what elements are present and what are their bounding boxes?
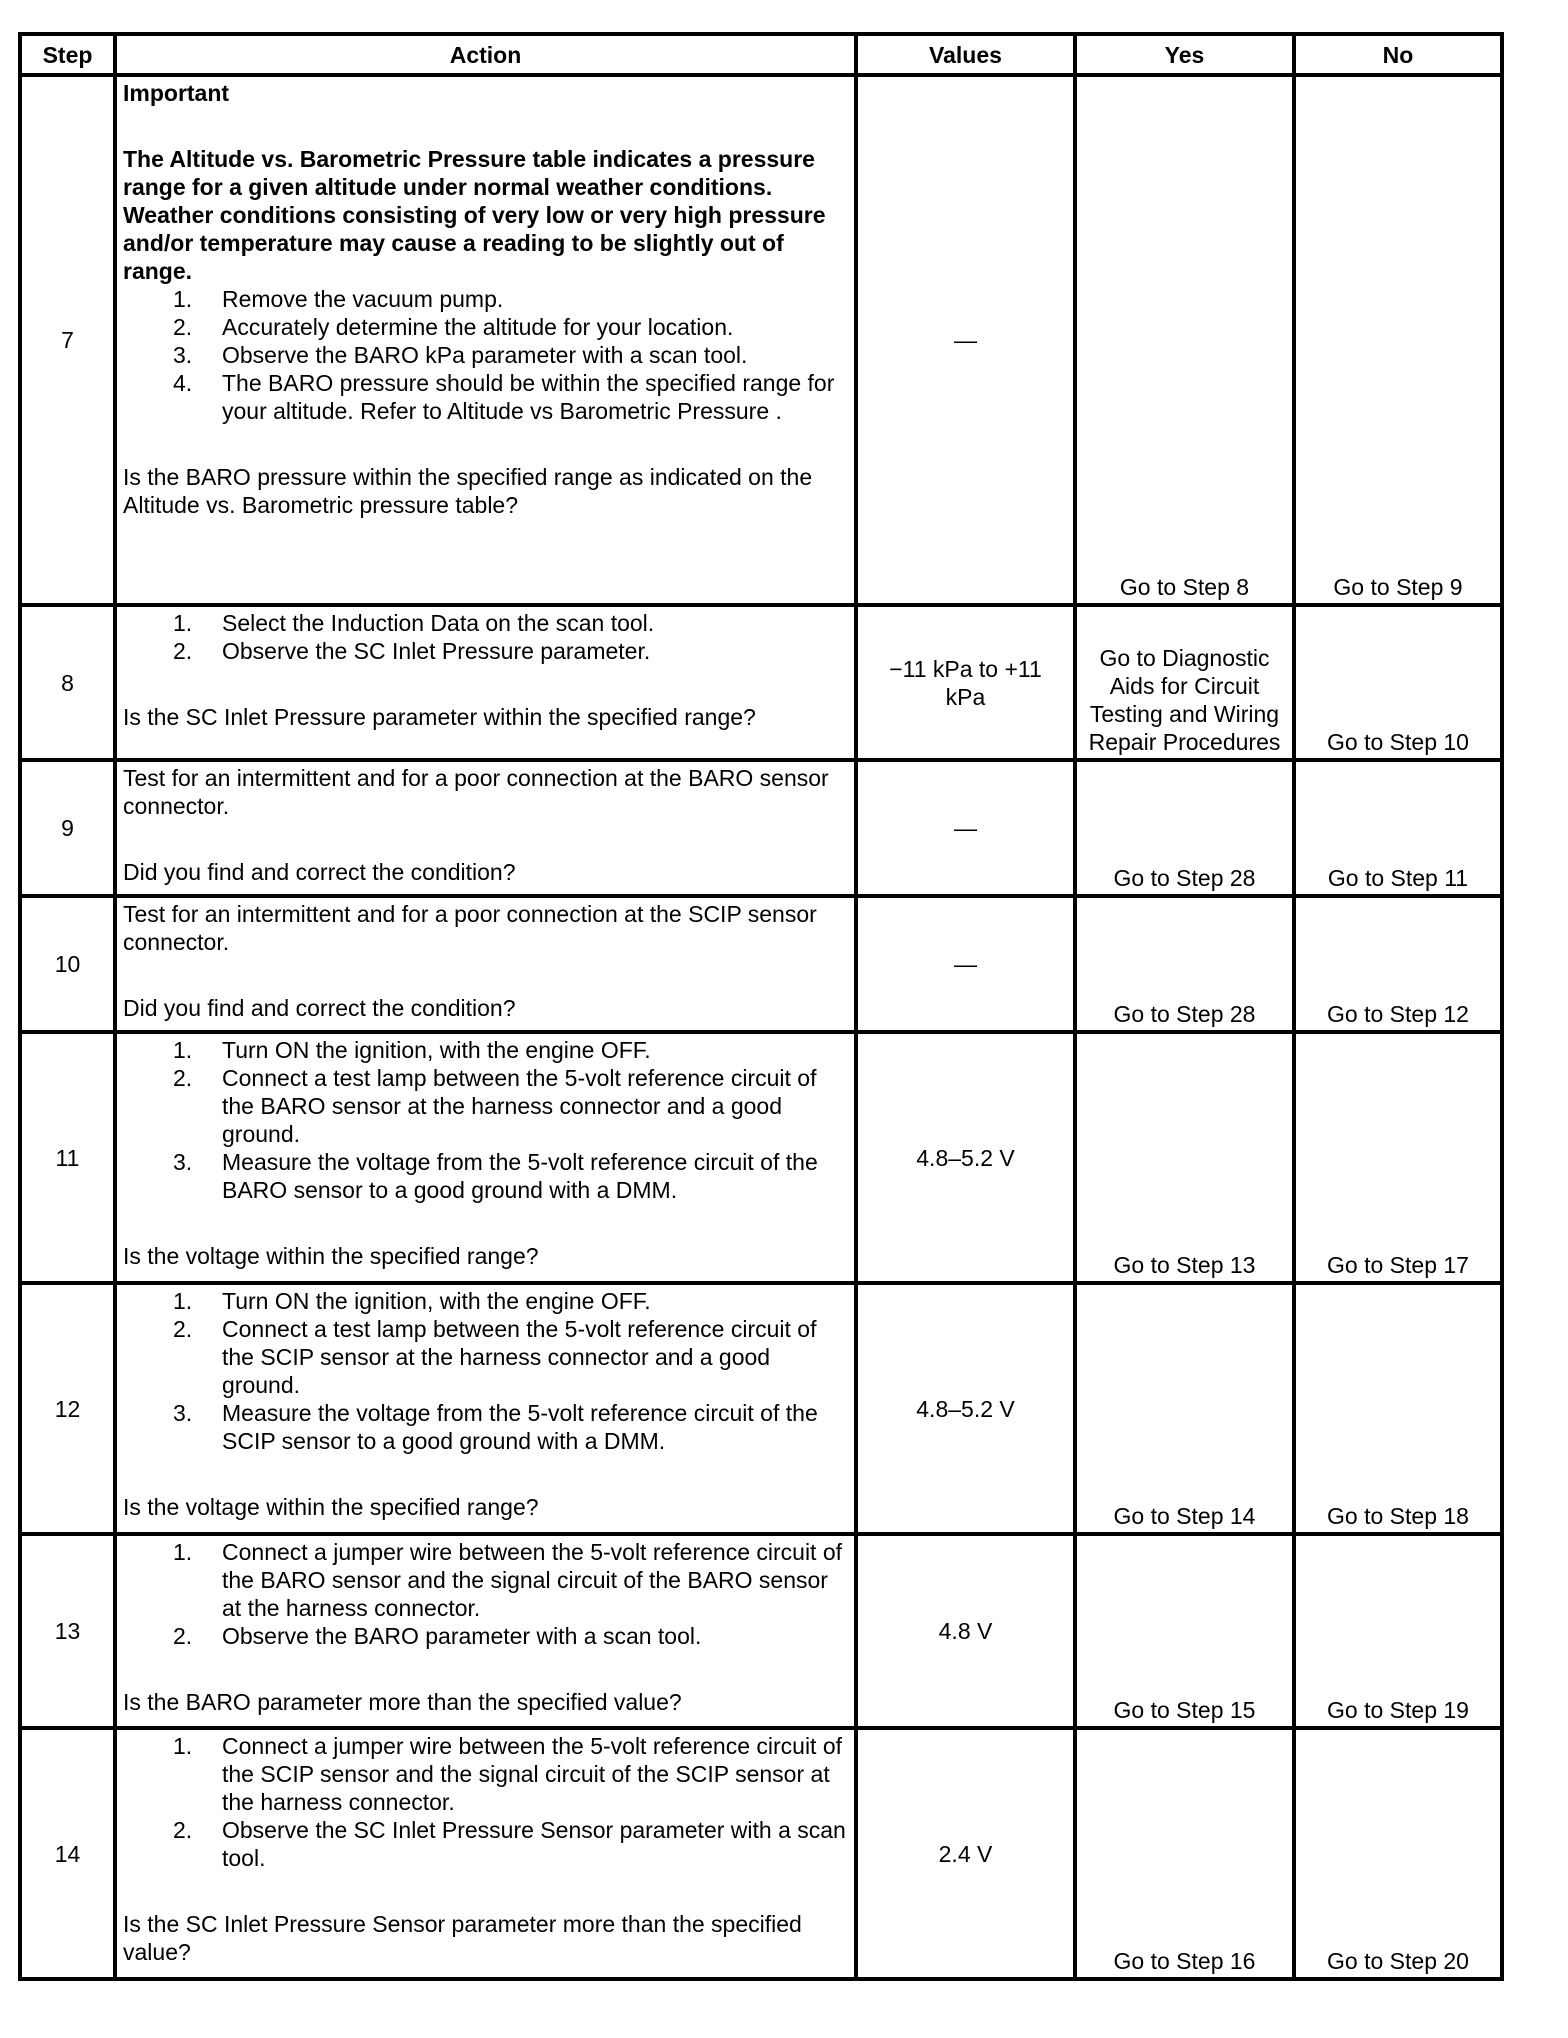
no-cell: Go to Step 12 (1294, 896, 1502, 1032)
action-cell (115, 605, 856, 760)
no-cell: Go to Step 19 (1294, 1534, 1502, 1728)
list-item: 2. Observe the SC Inlet Pressure Sensor parameter with a scan tool. (173, 1817, 846, 1871)
no-cell: Go to Step 11 (1294, 760, 1502, 896)
yes-cell: Go to Step 8 (1075, 75, 1294, 605)
step-number: 7 (20, 75, 115, 605)
list-item: 2. Observe the BARO parameter with a scan tool. (173, 1623, 702, 1649)
table-row (20, 760, 1502, 896)
question-text: Is the BARO parameter more than the specified value? (123, 1689, 682, 1715)
list-item: 3. Observe the BARO kPa parameter with a scan tool. (173, 342, 748, 368)
value-cell: — (856, 760, 1075, 896)
action-list (123, 1036, 848, 1204)
table-row (20, 1534, 1502, 1728)
step-number: 8 (20, 605, 115, 760)
list-item: 4. The BARO pressure should be within the specified range for your altitude. Refer to Altitude vs Barometric Pressure . (173, 370, 835, 424)
question-text: Is the SC Inlet Pressure Sensor parameter more than the specified value? (123, 1911, 802, 1965)
question-text: Did you find and correct the condition? (123, 859, 516, 885)
header-yes: Yes (1075, 34, 1294, 75)
no-cell: Go to Step 10 (1294, 605, 1502, 760)
no-cell: Go to Step 20 (1294, 1728, 1502, 1979)
header-action: Action (115, 34, 856, 75)
table-row (20, 1032, 1502, 1283)
value-cell: — (856, 896, 1075, 1032)
list-item: 2. Accurately determine the altitude for your location. (173, 314, 734, 340)
step-number: 14 (20, 1728, 115, 1979)
action-text: Test for an intermittent and for a poor connection at the BARO sensor connector. (123, 765, 829, 819)
list-item: 3. Measure the voltage from the 5-volt reference circuit of the SCIP sensor to a good ground with a DMM. (173, 1400, 818, 1454)
table-row (20, 1728, 1502, 1979)
no-cell: Go to Step 9 (1294, 75, 1502, 605)
action-list (123, 1287, 848, 1455)
action-cell (115, 1032, 856, 1283)
step-number: 10 (20, 896, 115, 1032)
yes-cell: Go to Step 28 (1075, 760, 1294, 896)
table-row (20, 896, 1502, 1032)
value-cell: −11 kPa to +11 kPa (856, 605, 1075, 760)
value-cell: 2.4 V (856, 1728, 1075, 1979)
question-text: Is the BARO pressure within the specified range as indicated on the Altitude vs. Barometric pressure table? (123, 464, 813, 518)
yes-cell: Go to Step 13 (1075, 1032, 1294, 1283)
list-item: 1. Turn ON the ignition, with the engine OFF. (173, 1037, 651, 1063)
list-item: 2. Observe the SC Inlet Pressure parameter. (173, 638, 651, 664)
yes-cell: Go to Step 16 (1075, 1728, 1294, 1979)
no-cell: Go to Step 18 (1294, 1283, 1502, 1534)
list-item: 1. Turn ON the ignition, with the engine OFF. (173, 1288, 651, 1314)
list-item: 2. Connect a test lamp between the 5-volt reference circuit of the BARO sensor at the harness connector and a good ground. (173, 1065, 817, 1147)
table-row (20, 75, 1502, 605)
list-item: 1. Remove the vacuum pump. (173, 286, 504, 312)
question-text: Is the SC Inlet Pressure parameter within the specified range? (123, 704, 756, 730)
action-cell (115, 896, 856, 1032)
question-text: Is the voltage within the specified range? (123, 1494, 539, 1520)
question-text: Did you find and correct the condition? (123, 995, 516, 1021)
yes-cell: Go to Diagnostic Aids for Circuit Testing and Wiring Repair Procedures (1075, 605, 1294, 760)
header-step: Step (20, 34, 115, 75)
list-item: 1. Select the Induction Data on the scan tool. (173, 610, 655, 636)
action-cell (115, 1283, 856, 1534)
question-text: Is the voltage within the specified range? (123, 1243, 539, 1269)
important-label: Important (123, 80, 230, 106)
step-number: 9 (20, 760, 115, 896)
no-cell: Go to Step 17 (1294, 1032, 1502, 1283)
header-values: Values (856, 34, 1075, 75)
list-item: 1. Connect a jumper wire between the 5-volt reference circuit of the SCIP sensor and the signal circuit of the SCIP sensor at the harness connector. (173, 1733, 843, 1815)
value-cell: 4.8 V (856, 1534, 1075, 1728)
value-cell: 4.8–5.2 V (856, 1283, 1075, 1534)
action-list (123, 609, 848, 665)
header-row (20, 34, 1502, 75)
yes-cell: Go to Step 14 (1075, 1283, 1294, 1534)
action-list (123, 1732, 848, 1872)
table-row (20, 1283, 1502, 1534)
value-cell: 4.8–5.2 V (856, 1032, 1075, 1283)
list-item: 2. Connect a test lamp between the 5-volt reference circuit of the SCIP sensor at the harness connector and a good ground. (173, 1316, 817, 1398)
action-cell (115, 1728, 856, 1979)
list-item: 1. Connect a jumper wire between the 5-volt reference circuit of the BARO sensor and the signal circuit of the BARO sensor at the harness connector. (173, 1539, 843, 1621)
table-row (20, 605, 1502, 760)
step-number: 11 (20, 1032, 115, 1283)
diagnostic-table (18, 32, 1504, 1981)
step-number: 12 (20, 1283, 115, 1534)
important-text: The Altitude vs. Barometric Pressure table indicates a pressure range for a given altitude under normal weather conditions. Weather conditions consisting of very low or very high pressure and/or temperature may cause a reading to be slightly out of range. (123, 146, 826, 284)
action-text: Test for an intermittent and for a poor connection at the SCIP sensor connector. (123, 901, 817, 955)
step-number: 13 (20, 1534, 115, 1728)
action-cell (115, 760, 856, 896)
action-cell (115, 1534, 856, 1728)
action-list (123, 1538, 848, 1650)
yes-cell: Go to Step 28 (1075, 896, 1294, 1032)
yes-cell: Go to Step 15 (1075, 1534, 1294, 1728)
action-list (123, 285, 848, 425)
header-no: No (1294, 34, 1502, 75)
list-item: 3. Measure the voltage from the 5-volt reference circuit of the BARO sensor to a good ground with a DMM. (173, 1149, 818, 1203)
action-cell (115, 75, 856, 605)
value-cell: — (856, 75, 1075, 605)
